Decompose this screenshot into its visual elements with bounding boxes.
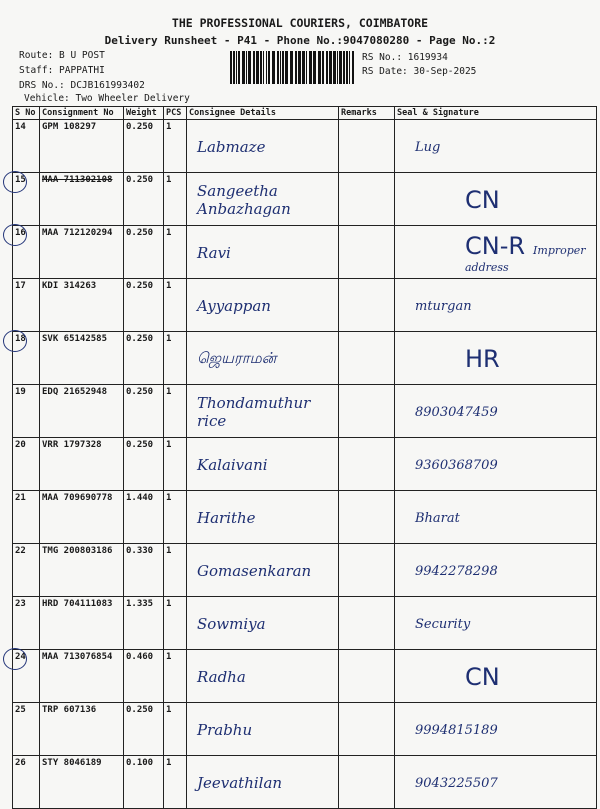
row-sno — [13, 120, 40, 173]
barcode-bar — [329, 51, 332, 84]
row-sno — [13, 756, 40, 809]
table-row — [13, 120, 597, 173]
row-consignment-text: KDI 314263 — [42, 281, 97, 291]
row-pcs-text: 1 — [166, 652, 172, 662]
row-seal — [395, 597, 597, 650]
row-consignee-text: Jeevathilan — [197, 774, 283, 792]
barcode-bar — [272, 51, 275, 84]
row-consignee-text: Ravi — [197, 244, 231, 262]
row-seal — [395, 650, 597, 703]
barcode-bar — [309, 51, 312, 84]
row-seal — [395, 120, 597, 173]
row-consignee-text: Kalaivani — [197, 456, 268, 474]
row-weight — [124, 438, 164, 491]
row-pcs-text: 1 — [166, 175, 172, 185]
row-remarks — [339, 226, 395, 279]
barcode-bar — [277, 51, 279, 84]
route-label: Route: B U POST — [19, 50, 105, 61]
table-header-row — [13, 107, 597, 120]
rs-number: RS No.: 1619934 — [362, 52, 448, 63]
row-seal — [395, 173, 597, 226]
row-remarks — [339, 332, 395, 385]
row-weight-text: 0.330 — [126, 546, 154, 556]
row-remarks — [339, 650, 395, 703]
row-seal-text: Lug — [415, 139, 441, 155]
row-weight — [124, 385, 164, 438]
row-sno — [13, 332, 40, 385]
barcode-bar — [230, 51, 232, 84]
barcode-bar — [326, 51, 328, 84]
barcode-bar — [318, 51, 321, 84]
row-consignment-text: VRR 1797328 — [42, 440, 102, 450]
row-consignment-text: SVK 65142585 — [42, 334, 108, 344]
row-remarks — [339, 756, 395, 809]
row-weight-text: 0.250 — [126, 228, 154, 238]
row-sno — [13, 279, 40, 332]
row-weight — [124, 173, 164, 226]
row-remarks — [339, 544, 395, 597]
row-pcs-text: 1 — [166, 705, 172, 715]
barcode-bar — [298, 51, 301, 84]
barcode-bar — [290, 51, 293, 84]
row-sno-text: 20 — [15, 440, 26, 450]
row-seal — [395, 226, 597, 279]
row-remarks — [339, 173, 395, 226]
row-seal-text: 9942278298 — [415, 563, 498, 579]
runsheet-subtitle: Delivery Runsheet - P41 - Phone No.:9047080280 - Page No.:2 — [104, 34, 496, 47]
barcode-bar — [322, 51, 324, 84]
row-seal — [395, 491, 597, 544]
barcode-bar — [295, 51, 297, 84]
row-consignment-text: EDQ 21652948 — [42, 387, 108, 397]
row-remarks — [339, 438, 395, 491]
row-seal — [395, 756, 597, 809]
table-row — [13, 650, 597, 703]
row-sno — [13, 597, 40, 650]
row-pcs — [164, 597, 187, 650]
row-pcs — [164, 279, 187, 332]
row-weight — [124, 120, 164, 173]
row-weight — [124, 650, 164, 703]
row-weight-text: 1.335 — [126, 599, 154, 609]
row-weight — [124, 597, 164, 650]
row-sno-text: 14 — [15, 122, 26, 132]
row-consignee-text: ஜெயராமன் — [197, 349, 277, 367]
table-row — [13, 756, 597, 809]
row-remarks — [339, 491, 395, 544]
row-seal-text: CN — [465, 186, 500, 214]
row-consignment-text: MAA 713076854 — [42, 652, 113, 662]
row-consignee-text: Ayyappan — [197, 297, 271, 315]
drs-number: DRS No.: DCJB161993402 — [19, 80, 145, 91]
barcode-bar — [268, 51, 270, 84]
row-seal-text: CN-R — [465, 231, 526, 260]
row-seal-text: 9043225507 — [415, 775, 498, 791]
row-sno-text: 23 — [15, 599, 26, 609]
barcode-bar — [306, 51, 307, 84]
row-sno-text: 26 — [15, 758, 26, 768]
row-consignment-text: HRD 704111083 — [42, 599, 113, 609]
row-remarks — [339, 279, 395, 332]
row-consignee — [187, 226, 339, 279]
row-sno — [13, 173, 40, 226]
row-consignment-text: MAA 709690778 — [42, 493, 113, 503]
barcode-bar — [242, 51, 245, 84]
barcode-bar — [346, 51, 348, 84]
col-seal: Seal & Signature — [395, 107, 597, 120]
row-weight-text: 0.250 — [126, 705, 154, 715]
row-pcs — [164, 332, 187, 385]
row-sno-text: 16 — [15, 228, 26, 238]
row-weight — [124, 544, 164, 597]
row-consignment — [40, 544, 124, 597]
row-pcs-text: 1 — [166, 334, 172, 344]
row-consignee — [187, 703, 339, 756]
row-weight-text: 0.250 — [126, 334, 154, 344]
barcode-bar — [343, 51, 345, 84]
row-consignment — [40, 491, 124, 544]
row-consignee — [187, 756, 339, 809]
row-weight-text: 1.440 — [126, 493, 154, 503]
row-consignment — [40, 438, 124, 491]
row-consignment — [40, 279, 124, 332]
row-consignment — [40, 385, 124, 438]
row-note: Improper address — [465, 243, 586, 274]
row-consignee — [187, 597, 339, 650]
barcode-bar — [253, 51, 255, 84]
row-consignee — [187, 650, 339, 703]
row-consignment-text: MAA 712120294 — [42, 228, 113, 238]
barcode-bar — [246, 51, 247, 84]
row-weight-text: 0.250 — [126, 281, 154, 291]
col-consignment: Consignment No — [40, 107, 124, 120]
row-pcs — [164, 491, 187, 544]
row-weight — [124, 756, 164, 809]
row-consignee-text: Gomasenkaran — [197, 562, 312, 580]
row-seal-text: Security — [415, 616, 471, 632]
row-seal — [395, 703, 597, 756]
table-row — [13, 385, 597, 438]
row-consignee-text: Radha — [197, 668, 246, 686]
row-pcs-text: 1 — [166, 599, 172, 609]
row-pcs — [164, 385, 187, 438]
row-sno — [13, 544, 40, 597]
row-pcs-text: 1 — [166, 493, 172, 503]
table-row — [13, 173, 597, 226]
row-seal-text: mturgan — [415, 298, 472, 314]
row-consignee — [187, 438, 339, 491]
row-consignment — [40, 650, 124, 703]
table-row — [13, 226, 597, 279]
row-sno-text: 21 — [15, 493, 26, 503]
barcode-bar — [248, 51, 251, 84]
barcode-bar — [313, 51, 316, 84]
barcode-bar — [337, 51, 338, 84]
row-pcs — [164, 756, 187, 809]
table-row — [13, 491, 597, 544]
barcode-bar — [233, 51, 235, 84]
table-row — [13, 438, 597, 491]
row-weight-text: 0.250 — [126, 387, 154, 397]
delivery-table — [12, 106, 597, 809]
row-seal — [395, 279, 597, 332]
table-row — [13, 279, 597, 332]
row-sno — [13, 438, 40, 491]
row-consignment-text: STY 8046189 — [42, 758, 102, 768]
row-sno — [13, 226, 40, 279]
barcode-bar — [339, 51, 342, 84]
barcode-bar — [352, 51, 354, 84]
row-consignee — [187, 173, 339, 226]
row-weight — [124, 491, 164, 544]
row-seal-text: 9360368709 — [415, 457, 498, 473]
circle-mark — [3, 224, 27, 246]
barcode-bar — [280, 51, 281, 84]
row-seal — [395, 385, 597, 438]
row-sno — [13, 491, 40, 544]
row-pcs-text: 1 — [166, 387, 172, 397]
row-consignment-text: GPM 108297 — [42, 122, 97, 132]
row-consignee-text: Labmaze — [197, 138, 266, 156]
vehicle-label: Vehicle: Two Wheeler Delivery — [24, 93, 190, 104]
row-consignee-text: Sangeetha Anbazhagan — [197, 182, 291, 218]
row-sno — [13, 650, 40, 703]
row-weight — [124, 226, 164, 279]
row-sno-text: 24 — [15, 652, 26, 662]
company-title: THE PROFESSIONAL COURIERS, COIMBATORE — [171, 16, 429, 30]
row-sno-text: 15 — [15, 175, 26, 185]
row-weight-text: 0.250 — [126, 440, 154, 450]
row-seal-text: 9994815189 — [415, 722, 498, 738]
row-pcs — [164, 120, 187, 173]
row-pcs-text: 1 — [166, 758, 172, 768]
row-consignment — [40, 332, 124, 385]
barcode-bar — [302, 51, 305, 84]
row-consignee — [187, 120, 339, 173]
row-consignee — [187, 544, 339, 597]
row-sno-text: 18 — [15, 334, 26, 344]
row-seal-text: 8903047459 — [415, 404, 498, 420]
row-consignee-text: Sowmiya — [197, 615, 266, 633]
circle-mark — [3, 171, 27, 193]
barcode — [230, 51, 358, 84]
row-consignee-text: Thondamuthur rice — [197, 394, 311, 430]
col-sno: S No — [13, 107, 40, 120]
row-consignment — [40, 120, 124, 173]
row-pcs-text: 1 — [166, 440, 172, 450]
row-sno-text: 25 — [15, 705, 26, 715]
row-pcs — [164, 173, 187, 226]
barcode-bar — [282, 51, 284, 84]
row-remarks — [339, 120, 395, 173]
row-sno-text: 17 — [15, 281, 26, 291]
row-consignee — [187, 385, 339, 438]
row-consignment-text: TMG 200803186 — [42, 546, 113, 556]
table-row — [13, 332, 597, 385]
table-row — [13, 544, 597, 597]
col-pcs: PCS — [164, 107, 187, 120]
barcode-bar — [238, 51, 240, 84]
row-pcs — [164, 703, 187, 756]
row-consignee — [187, 491, 339, 544]
row-weight-text: 0.100 — [126, 758, 154, 768]
col-consignee: Consignee Details — [187, 107, 339, 120]
row-weight-text: 0.250 — [126, 175, 154, 185]
row-remarks — [339, 703, 395, 756]
row-consignment — [40, 226, 124, 279]
row-pcs-text: 1 — [166, 228, 172, 238]
row-consignment — [40, 756, 124, 809]
row-pcs — [164, 544, 187, 597]
barcode-bar — [285, 51, 288, 84]
row-consignee-text: Harithe — [197, 509, 256, 527]
row-seal — [395, 438, 597, 491]
table-row — [13, 597, 597, 650]
row-seal-text: CN — [465, 663, 500, 691]
barcode-bar — [256, 51, 259, 84]
staff-label: Staff: PAPPATHI — [19, 65, 105, 76]
row-consignment — [40, 173, 124, 226]
row-pcs — [164, 438, 187, 491]
row-remarks — [339, 385, 395, 438]
col-weight: Weight — [124, 107, 164, 120]
row-seal-text: Bharat — [415, 510, 460, 526]
row-weight-text: 0.460 — [126, 652, 154, 662]
row-pcs — [164, 226, 187, 279]
circle-mark — [3, 330, 27, 352]
barcode-bar — [260, 51, 262, 84]
row-seal — [395, 544, 597, 597]
row-seal-text: HR — [465, 345, 500, 373]
row-weight — [124, 279, 164, 332]
barcode-bar — [349, 51, 350, 84]
row-weight-text: 0.250 — [126, 122, 154, 132]
row-consignee — [187, 332, 339, 385]
barcode-bar — [266, 51, 267, 84]
barcode-bar — [236, 51, 237, 84]
row-seal — [395, 332, 597, 385]
rs-date: RS Date: 30-Sep-2025 — [362, 66, 477, 77]
row-remarks — [339, 597, 395, 650]
circle-mark — [3, 648, 27, 670]
row-weight — [124, 332, 164, 385]
row-weight — [124, 703, 164, 756]
row-consignment-text: MAA 711302108 — [42, 175, 113, 185]
col-remarks: Remarks — [339, 107, 395, 120]
row-sno-text: 19 — [15, 387, 26, 397]
row-sno-text: 22 — [15, 546, 26, 556]
row-sno — [13, 385, 40, 438]
row-consignee — [187, 279, 339, 332]
table-row — [13, 703, 597, 756]
row-pcs-text: 1 — [166, 122, 172, 132]
row-consignee-text: Prabhu — [197, 721, 253, 739]
row-consignment — [40, 597, 124, 650]
row-pcs — [164, 650, 187, 703]
row-consignment-text: TRP 607136 — [42, 705, 97, 715]
barcode-bar — [263, 51, 264, 84]
row-pcs-text: 1 — [166, 281, 172, 291]
row-sno — [13, 703, 40, 756]
barcode-bar — [333, 51, 336, 84]
row-pcs-text: 1 — [166, 546, 172, 556]
row-consignment — [40, 703, 124, 756]
